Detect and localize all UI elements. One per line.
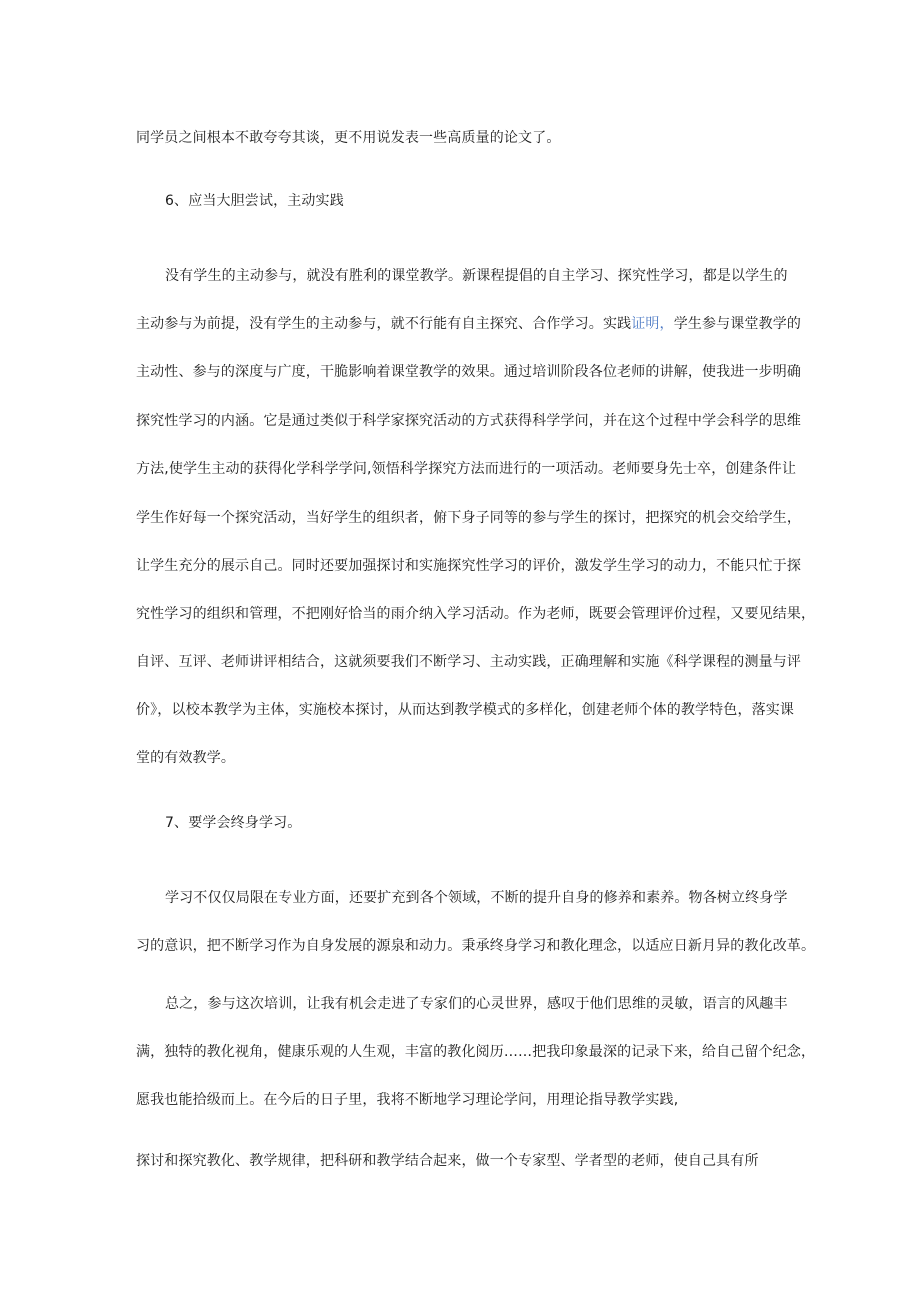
paragraph-6-line-8: 究性学习的组织和管理，不把刚好恰当的雨介纳入学习活动。作为老师，既要会管理评价过程，又要见结果， xyxy=(136,606,816,622)
paragraph-6-line-3: 主动性、参与的深度与广度，干脆影响着课堂教学的效果。通过培训阶段各位老师的讲解，使我进一步明确 xyxy=(136,364,802,380)
paragraph-6-line-2-start: 主动参与为前提，没有学生的主动参与，就不行能有自主探究、合作学习。实践 xyxy=(136,316,632,332)
summary-line-2: 满，独特的教化视角，健康乐观的人生观，丰富的教化阅历……把我印象最深的记录下来，给自己留个纪念， xyxy=(136,1044,816,1060)
paragraph-7-line-1: 学习不仅仅局限在专业方面，还要扩充到各个领域，不断的提升自身的修养和素养。物各树立终身学 xyxy=(165,890,788,906)
paragraph-6-line-2 xyxy=(136,314,801,334)
paragraph-6-line-11: 堂的有效教学。 xyxy=(136,750,236,766)
tail-line-1: 探讨和探究教化、教学规律，把科研和教学结合起来，做一个专家型、学者型的老师，使自己具有所 xyxy=(136,1153,759,1169)
paragraph-7-line-2: 习的意识，把不断学习作为自身发展的源泉和动力。秉承终身学习和教化理念，以适应日新月异的教化改革。 xyxy=(136,938,816,954)
summary-line-1: 总之，参与这次培训，让我有机会走进了专家们的心灵世界，感叹于他们思维的灵敏，语言的风趣丰 xyxy=(165,996,788,1012)
paragraph-6-line-10: 价》，以校本教学为主体，实施校本探讨，从而达到教学模式的多样化，创建老师个体的教学特色，落实课 xyxy=(136,702,795,718)
section-7-heading: 7、要学会终身学习。 xyxy=(165,815,302,831)
paragraph-6-line-5: 方法,使学生主动的获得化学科学学问,领悟科学探究方法而进行的一项活动。老师要身先士卒，创建条件让 xyxy=(136,461,797,477)
summary-line-3: 愿我也能拾级而上。在今后的日子里，我将不断地学习理论学问，用理论指导教学实践, xyxy=(136,1092,679,1108)
proof-link[interactable]: 证明， xyxy=(631,316,674,332)
paragraph-6-line-9: 自评、互评、老师讲评相结合，这就须要我们不断学习、主动实践，正确理解和实施《科学课程的测量与评 xyxy=(136,654,802,670)
paragraph-6-line-4: 探究性学习的内涵。它是通过类似于科学家探究活动的方式获得科学学问，并在这个过程中学会科学的思维 xyxy=(136,413,802,429)
paragraph-6-line-2-end: 学生参与课堂教学的 xyxy=(673,316,802,332)
paragraph-6-line-1: 没有学生的主动参与，就没有胜利的课堂教学。新课程提倡的自主学习、探究性学习，都是以学生的 xyxy=(165,268,788,284)
intro-line-1: 同学员之间根本不敢夸夸其谈，更不用说发表一些高质量的论文了。 xyxy=(136,130,561,146)
paragraph-6-line-6: 学生作好每一个探究活动，当好学生的组织者，俯下身子同等的参与学生的探讨，把探究的机会交给学生， xyxy=(136,510,802,526)
section-6-heading: 6、应当大胆尝试，主动实践 xyxy=(165,193,344,209)
paragraph-6-line-7: 让学生充分的展示自己。同时还要加强探讨和实施探究性学习的评价，激发学生学习的动力，不能只忙于探 xyxy=(136,558,802,574)
